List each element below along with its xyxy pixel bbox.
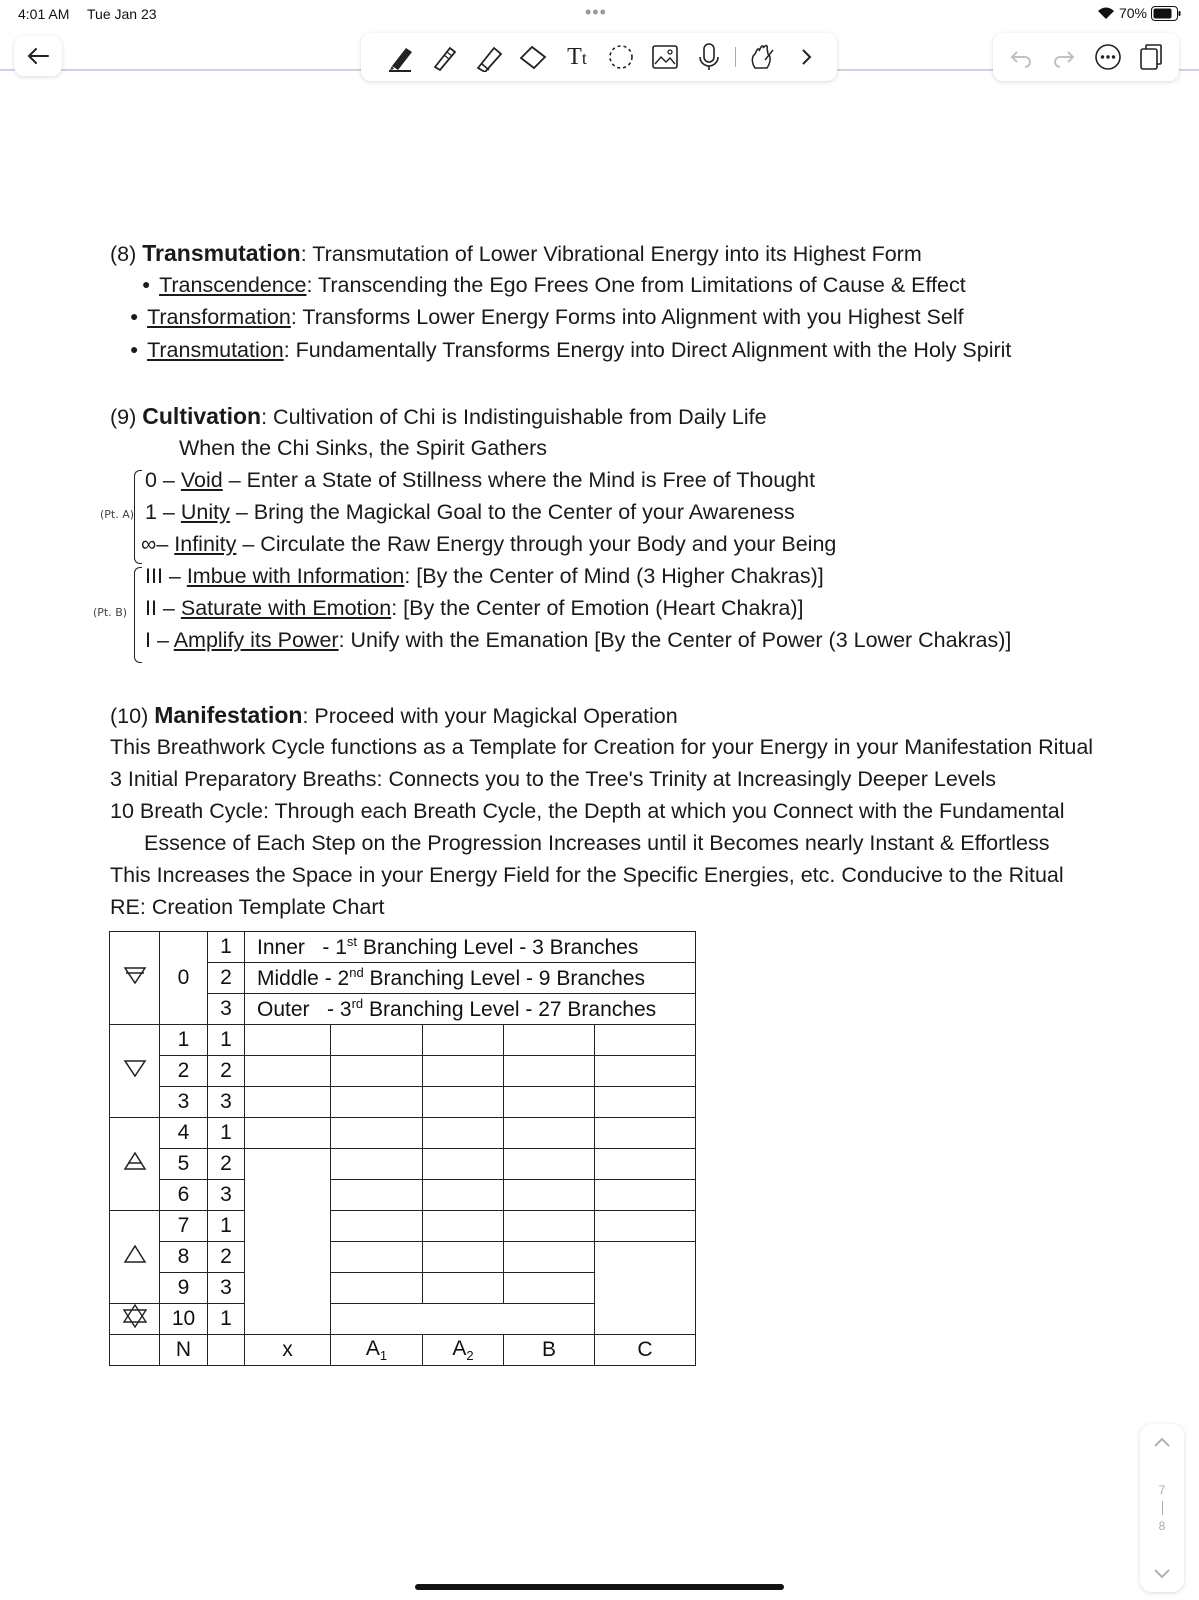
table-row xyxy=(110,1056,696,1087)
section9-heading xyxy=(110,403,767,430)
footer-a2-letter: A xyxy=(452,1336,467,1360)
step-text: : [By the Center of Mind (3 Higher Chakras)] xyxy=(404,564,824,588)
row-level: 1 xyxy=(208,1118,245,1149)
table-row xyxy=(110,1025,696,1056)
step-term: Infinity xyxy=(174,532,237,556)
step-text: : Unify with the Emanation [By the Center of Power (3 Lower Chakras)] xyxy=(338,628,1012,652)
row-level: 2 xyxy=(208,1242,245,1273)
drawing-toolbar xyxy=(361,33,837,81)
level-text: Branching Level - 3 Branches xyxy=(357,936,639,959)
header-level-cell: 2 xyxy=(208,963,245,994)
earth-triangle-icon xyxy=(123,965,147,985)
cell-c[interactable] xyxy=(595,1211,696,1242)
pen-icon[interactable] xyxy=(379,37,423,77)
row-number: 1 xyxy=(160,1025,208,1056)
list-item xyxy=(145,563,824,589)
cell-a2[interactable] xyxy=(423,1025,504,1056)
table-row xyxy=(110,1118,696,1149)
table-footer-row xyxy=(110,1335,696,1366)
pages-icon[interactable] xyxy=(1130,37,1174,77)
header-level-cell: 3 xyxy=(208,994,245,1025)
cell-a1[interactable] xyxy=(331,1025,423,1056)
more-icon[interactable] xyxy=(1086,37,1130,77)
chevron-up-icon[interactable] xyxy=(1153,1436,1171,1448)
water-symbol-cell xyxy=(110,1025,160,1118)
cell-a1[interactable] xyxy=(331,1273,423,1304)
paragraph-line: Essence of Each Step on the Progression Increases until it Becomes nearly Instant & Effortless xyxy=(144,831,1050,855)
cell-c-merged[interactable] xyxy=(595,1242,696,1335)
lasso-icon[interactable] xyxy=(599,37,643,77)
level-label: Outer xyxy=(257,998,310,1021)
ordinal-suffix: nd xyxy=(349,965,364,980)
microphone-icon[interactable] xyxy=(687,37,731,77)
paragraph-line: This Increases the Space in your Energy Field for the Specific Energies, etc. Conducive to the Ritual xyxy=(110,863,1064,887)
eraser-icon[interactable] xyxy=(511,37,555,77)
list-term: Transmutation xyxy=(147,338,284,362)
footer-a1-subscript: 1 xyxy=(379,1348,388,1364)
section-description: : Proceed with your Magickal Operation xyxy=(302,704,678,728)
cell-a1[interactable] xyxy=(331,1056,423,1087)
list-item xyxy=(145,499,795,525)
section-number: (8) xyxy=(110,242,137,266)
spirit-symbol-cell xyxy=(110,1304,160,1335)
row-number: 10 xyxy=(160,1304,208,1335)
pencil-icon[interactable] xyxy=(423,37,467,77)
row-level: 2 xyxy=(208,1149,245,1180)
list-text: : Fundamentally Transforms Energy into Direct Alignment with the Holy Spirit xyxy=(283,338,1012,362)
step-text: – Bring the Magickal Goal to the Center of your Awareness xyxy=(229,500,795,524)
level-label: Middle xyxy=(257,967,319,990)
status-bar xyxy=(0,0,1199,28)
status-time: 4:01 AM xyxy=(18,6,70,22)
header-level-cell: 1 xyxy=(208,932,245,963)
list-term: Transcendence xyxy=(159,273,307,297)
water-triangle-icon xyxy=(123,1058,147,1078)
level-ordinal: 2 xyxy=(337,967,350,990)
table-row xyxy=(110,1087,696,1118)
table-row xyxy=(110,1242,696,1273)
section-description: : Cultivation of Chi is Indistinguishable from Daily Life xyxy=(261,405,767,429)
cell-b[interactable] xyxy=(504,1025,595,1056)
list-text: : Transforms Lower Energy Forms into Alignment with you Highest Self xyxy=(290,305,964,329)
ordinal-suffix: rd xyxy=(351,996,364,1011)
creation-template-chart xyxy=(109,931,696,1366)
cell-a2[interactable] xyxy=(423,1149,504,1180)
ordinal-suffix: st xyxy=(346,934,358,949)
section-number: (9) xyxy=(110,405,137,429)
list-term: Transformation xyxy=(147,305,291,329)
row-number: 6 xyxy=(160,1180,208,1211)
row-number: 2 xyxy=(160,1056,208,1087)
footer-n: N xyxy=(160,1335,208,1366)
cell-c[interactable] xyxy=(595,1149,696,1180)
group-b-note: (Pt. B) xyxy=(93,606,128,619)
cell-b[interactable] xyxy=(504,1087,595,1118)
step-term: Imbue with Information xyxy=(186,564,405,588)
cell-b[interactable] xyxy=(504,1149,595,1180)
cell-c[interactable] xyxy=(595,1087,696,1118)
toolbar-separator xyxy=(735,47,736,67)
footer-a2 xyxy=(423,1335,504,1366)
section9-subtitle: When the Chi Sinks, the Spirit Gathers xyxy=(179,436,548,460)
paragraph-line: This Breathwork Cycle functions as a Template for Creation for your Energy in your Manifestation Ritual xyxy=(110,735,1094,759)
section-title: Manifestation xyxy=(154,702,303,728)
group-b-bracket xyxy=(134,567,142,663)
row-number: 8 xyxy=(160,1242,208,1273)
section-title: Cultivation xyxy=(142,403,262,429)
air-symbol-cell xyxy=(110,1118,160,1211)
list-item xyxy=(145,595,803,621)
cell-a2[interactable] xyxy=(423,1273,504,1304)
step-term: Saturate with Emotion xyxy=(180,596,392,620)
cell-c[interactable] xyxy=(595,1118,696,1149)
cell-x[interactable] xyxy=(245,1118,331,1149)
row-number: 5 xyxy=(160,1149,208,1180)
section-title: Transmutation xyxy=(142,240,301,266)
table-row xyxy=(110,1180,696,1211)
cell-a2[interactable] xyxy=(423,1180,504,1211)
cell-a1[interactable] xyxy=(331,1149,423,1180)
header-zero-cell: 0 xyxy=(160,932,208,1025)
cell-a1[interactable] xyxy=(331,1118,423,1149)
list-text: : Transcending the Ego Frees One from Limitations of Cause & Effect xyxy=(306,273,966,297)
chart-caption: RE: Creation Template Chart xyxy=(110,895,385,919)
step-term: Void xyxy=(180,468,223,492)
page-separator xyxy=(1162,1501,1163,1515)
cell-b[interactable] xyxy=(504,1180,595,1211)
cell-a2[interactable] xyxy=(423,1056,504,1087)
redo-icon[interactable] xyxy=(1043,37,1087,77)
undo-icon[interactable] xyxy=(999,37,1043,77)
back-arrow-icon xyxy=(27,47,49,65)
section-number: (10) xyxy=(110,704,149,728)
chevron-down-icon[interactable] xyxy=(1153,1568,1171,1580)
row-number: 4 xyxy=(160,1118,208,1149)
step-prefix: III – xyxy=(145,564,187,588)
step-prefix: I – xyxy=(145,628,174,652)
step-term: Amplify its Power xyxy=(173,628,339,652)
header-description: Outer - 3rd Branching Level - 27 Branches xyxy=(245,994,696,1025)
cell-a1[interactable] xyxy=(331,1087,423,1118)
section-description: : Transmutation of Lower Vibrational Energy into its Highest Form xyxy=(300,242,922,266)
row-level: 1 xyxy=(208,1304,245,1335)
fire-triangle-icon xyxy=(123,1244,147,1264)
multitask-dots-icon[interactable]: ••• xyxy=(585,2,607,22)
cell-c[interactable] xyxy=(595,1025,696,1056)
cell-x[interactable] xyxy=(245,1087,331,1118)
step-text: – Enter a State of Stillness where the Mind is Free of Thought xyxy=(222,468,816,492)
home-indicator[interactable] xyxy=(415,1584,784,1590)
table-row xyxy=(110,1149,696,1180)
cell-b[interactable] xyxy=(504,1242,595,1273)
cell-b[interactable] xyxy=(504,1056,595,1087)
row-level: 3 xyxy=(208,1273,245,1304)
list-item xyxy=(145,467,815,493)
level-text: Branching Level - 27 Branches xyxy=(363,998,657,1021)
cell-a2[interactable] xyxy=(423,1211,504,1242)
cell-a2[interactable] xyxy=(423,1118,504,1149)
row-level: 2 xyxy=(208,1056,245,1087)
hand-draw-icon[interactable] xyxy=(740,37,784,77)
row-level: 3 xyxy=(208,1180,245,1211)
earth-symbol-cell xyxy=(110,932,160,1025)
cell-x[interactable] xyxy=(245,1056,331,1087)
paragraph-line: 10 Breath Cycle: Through each Breath Cycle, the Depth at which you Connect with the Fundamental xyxy=(110,799,1065,823)
level-ordinal: 1 xyxy=(335,936,347,959)
status-date: Tue Jan 23 xyxy=(87,6,157,22)
row-number: 9 xyxy=(160,1273,208,1304)
cell-a1[interactable] xyxy=(331,1180,423,1211)
cell-a2[interactable] xyxy=(423,1087,504,1118)
battery-icon xyxy=(1151,6,1181,21)
row-level: 3 xyxy=(208,1087,245,1118)
group-a-note: (Pt. A) xyxy=(100,508,135,521)
footer-blank xyxy=(110,1335,160,1366)
section10-heading xyxy=(110,702,678,729)
text-tool-icon[interactable]: Tt xyxy=(567,43,587,70)
cell-x[interactable] xyxy=(245,1025,331,1056)
cell-b[interactable] xyxy=(504,1273,595,1304)
step-prefix: ∞– xyxy=(141,532,175,556)
cell-a2[interactable] xyxy=(423,1242,504,1273)
cell-a1[interactable] xyxy=(331,1242,423,1273)
cell-b[interactable] xyxy=(504,1118,595,1149)
step-text: : [By the Center of Emotion (Heart Chakra)] xyxy=(391,596,804,620)
level-text: Branching Level - 9 Branches xyxy=(363,967,646,990)
step-prefix: 1 – xyxy=(145,500,181,524)
cell-c[interactable] xyxy=(595,1180,696,1211)
step-prefix: II – xyxy=(145,596,181,620)
highlighter-icon[interactable] xyxy=(467,37,511,77)
cell-a-merged[interactable] xyxy=(331,1304,595,1335)
table-row xyxy=(110,1211,696,1242)
battery-percent: 70% xyxy=(1118,5,1147,21)
page-navigator xyxy=(1140,1424,1184,1592)
step-prefix: 0 – xyxy=(145,468,181,492)
footer-a1 xyxy=(331,1335,423,1366)
footer-c: C xyxy=(595,1335,696,1366)
row-number: 3 xyxy=(160,1087,208,1118)
header-description: Inner - 1st Branching Level - 3 Branches xyxy=(245,932,696,963)
cell-c[interactable] xyxy=(595,1056,696,1087)
row-number: 7 xyxy=(160,1211,208,1242)
footer-blank xyxy=(208,1335,245,1366)
image-icon[interactable] xyxy=(643,37,687,77)
footer-a2-subscript: 2 xyxy=(466,1348,474,1364)
level-ordinal: 3 xyxy=(339,998,352,1021)
list-item xyxy=(142,272,966,300)
total-pages: 8 xyxy=(1158,1519,1166,1533)
header-description: Middle - 2nd Branching Level - 9 Branches xyxy=(245,963,696,994)
step-term: Unity xyxy=(180,500,230,524)
step-text: – Circulate the Raw Energy through your Body and your Being xyxy=(236,532,837,556)
cell-x-merged[interactable] xyxy=(245,1149,331,1335)
section8-heading xyxy=(110,240,922,267)
footer-b: B xyxy=(504,1335,595,1366)
row-level: 1 xyxy=(208,1025,245,1056)
chevron-right-icon[interactable] xyxy=(784,37,828,77)
wifi-icon xyxy=(1097,6,1115,20)
list-item xyxy=(130,304,964,332)
hexagram-icon xyxy=(122,1304,148,1328)
footer-x: x xyxy=(245,1335,331,1366)
row-level: 1 xyxy=(208,1211,245,1242)
document-toolbar xyxy=(993,33,1179,81)
air-triangle-icon xyxy=(123,1151,147,1171)
cell-b[interactable] xyxy=(504,1211,595,1242)
list-item xyxy=(130,337,1011,365)
level-label: Inner xyxy=(257,936,305,959)
paragraph-line: 3 Initial Preparatory Breaths: Connects you to the Tree's Trinity at Increasingly Deeper Levels xyxy=(110,767,997,791)
cell-a1[interactable] xyxy=(331,1211,423,1242)
list-item xyxy=(141,531,836,557)
footer-a1-letter: A xyxy=(365,1336,380,1360)
current-page: 7 xyxy=(1158,1483,1166,1497)
back-button[interactable] xyxy=(14,36,62,76)
fire-symbol-cell xyxy=(110,1211,160,1304)
list-item xyxy=(145,627,1011,653)
